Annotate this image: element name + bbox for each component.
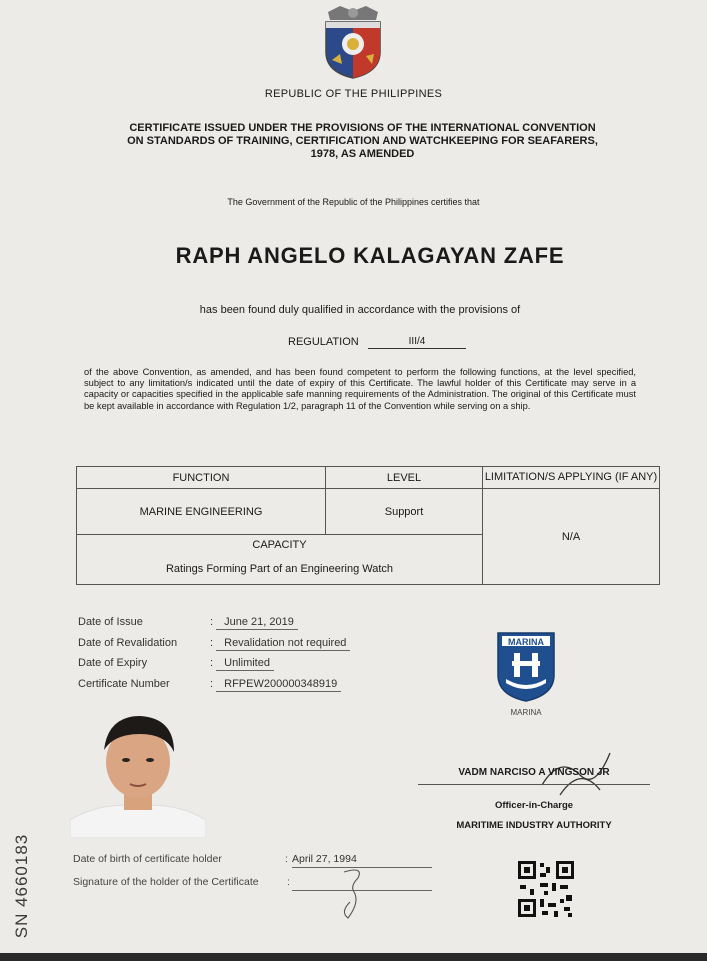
dob-colon: : bbox=[285, 853, 288, 865]
dob-label: Date of birth of certificate holder bbox=[73, 853, 222, 865]
officer-name: VADM NARCISO A VINGSON JR bbox=[458, 767, 610, 778]
signature-label: Signature of the holder of the Certificate bbox=[73, 876, 259, 888]
signature-colon: : bbox=[287, 876, 290, 888]
certificate-number-value: : RFPEW200000348919 bbox=[210, 678, 341, 690]
officer-agency: MARITIME INDUSTRY AUTHORITY bbox=[456, 820, 612, 831]
qr-code-icon bbox=[516, 859, 576, 919]
marina-caption: MARINA bbox=[510, 708, 542, 717]
capacity-header: CAPACITY bbox=[77, 535, 483, 555]
officer-signature-line bbox=[418, 784, 650, 785]
level-header: LEVEL bbox=[326, 467, 483, 489]
officer-title: Officer-in-Charge bbox=[494, 800, 574, 811]
holder-signature-icon bbox=[330, 862, 380, 927]
limitations-header: LIMITATION/S APPLYING (IF ANY) bbox=[483, 467, 660, 489]
date-of-issue-label: Date of Issue bbox=[78, 616, 143, 628]
revalidation-value: : Revalidation not required bbox=[210, 637, 350, 649]
date-of-issue-value: : June 21, 2019 bbox=[210, 616, 298, 628]
holder-name: RAPH ANGELO KALAGAYAN ZAFE bbox=[175, 243, 565, 268]
body-paragraph: of the above Convention, as amended, and has been found competent to perform the following functions, at the level specified, subject to any limitation/s indicated until the date of expiry of this Certificate. The lawful holder of this Certificate may serve in a capacity or capacities specified in the applicable safe manning requirements of the Administration. The original of this Certificate must be kept available in accordance with Regulation 1/2, paragraph 11 of the Convention while serving on a ship. bbox=[84, 367, 636, 411]
certificate-number-label: Certificate Number bbox=[78, 678, 170, 690]
revalidation-label: Date of Revalidation bbox=[78, 637, 178, 649]
serial-number: SN 4660183 bbox=[12, 833, 31, 939]
marina-logo-text: MARINA bbox=[508, 637, 544, 647]
government-statement: The Government of the Republic of the Philippines certifies that bbox=[227, 197, 480, 207]
philippine-seal-icon bbox=[318, 4, 388, 82]
level-value: Support bbox=[326, 489, 483, 535]
republic-heading: REPUBLIC OF THE PHILIPPINES bbox=[264, 88, 443, 100]
function-header: FUNCTION bbox=[77, 467, 326, 489]
qualification-statement: has been found duly qualified in accordance with the provisions of bbox=[199, 304, 521, 316]
expiry-label: Date of Expiry bbox=[78, 657, 148, 669]
holder-photo bbox=[70, 710, 206, 838]
function-table bbox=[76, 466, 660, 585]
regulation-label: REGULATION bbox=[288, 336, 359, 348]
certificate-heading: CERTIFICATE ISSUED UNDER THE PROVISIONS OF THE INTERNATIONAL CONVENTION ON STANDARDS OF TRAINING, CERTIFICATION AND WATCHKEEPING FOR SEAFARERS, 1978, AS AMENDED bbox=[127, 122, 598, 160]
function-value: MARINE ENGINEERING bbox=[77, 489, 326, 535]
expiry-value: : Unlimited bbox=[210, 657, 274, 669]
capacity-value: Ratings Forming Part of an Engineering Watch bbox=[77, 555, 483, 585]
regulation-value: III/4 bbox=[368, 336, 466, 349]
marina-logo-icon bbox=[496, 631, 556, 703]
limitations-value: N/A bbox=[483, 489, 660, 585]
dob-value: April 27, 1994 bbox=[292, 853, 432, 868]
